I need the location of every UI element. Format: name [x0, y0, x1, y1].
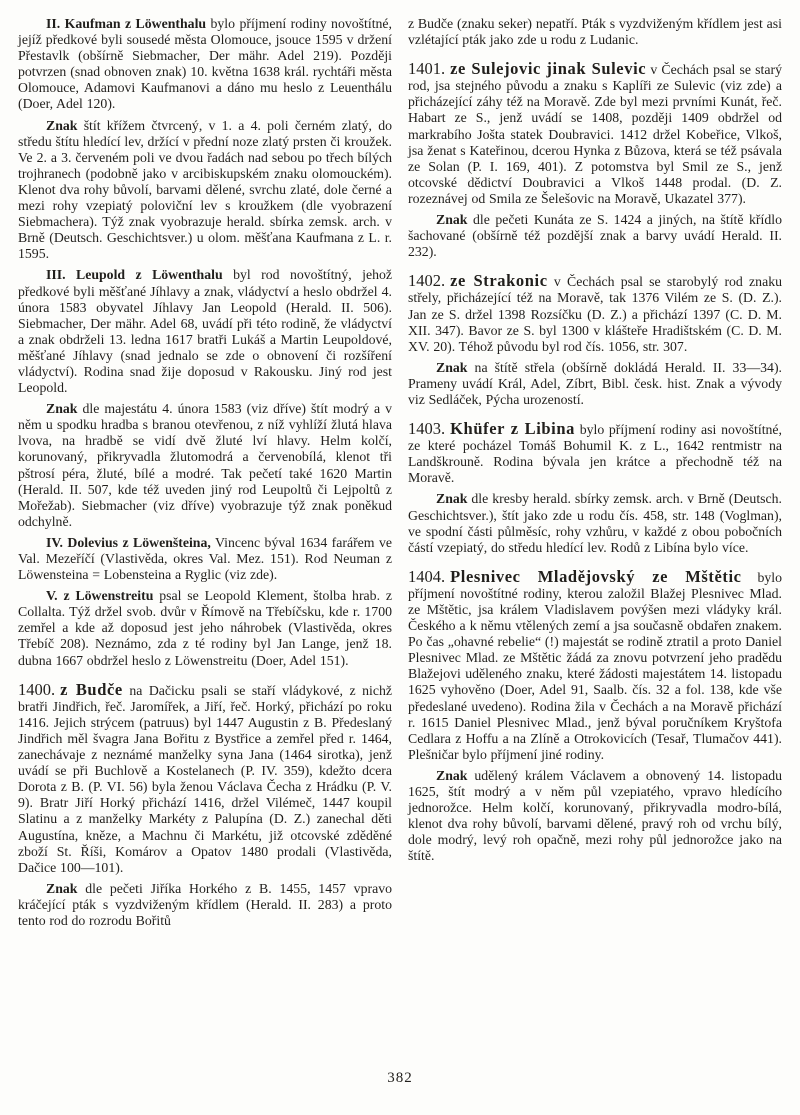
entry-name: Khüfer z Libina — [450, 419, 575, 439]
continuation-paragraph — [408, 16, 782, 48]
entry-1403-khufer — [408, 421, 782, 486]
entry-number: 1401. — [408, 59, 446, 79]
znak-paragraph-1400 — [18, 881, 392, 929]
paragraph-body: na štítě střela (obšírně dokládá Herald. II. 33—34). Prameny uvádí Král, Adel, Zíbrt, Bibl. česk. hist. Znak a vývody viz Sedláček, Pýcha urozeností. — [408, 359, 782, 407]
paragraph-body: v Čechách psal se starobylý rod znaku střely, přicházející též na Moravě, tak 1376 Vilém ze S. (D. Z.). Jan ze S. držel 1398 Rozsíčku (D. Z.) a přichází 1397 (C. D. M. XII. 347). Bavor ze S. byl 1300 v klášteře Hradištském (C. D. M. XV. 20). Téhož původu byl rod čís. 1056, str. 307. — [408, 274, 782, 354]
entry-name: Plesnivec Mladějovský ze Mštětic — [450, 566, 742, 586]
znak-paragraph-1404 — [408, 768, 782, 865]
entry-1404-plesnivec — [408, 566, 782, 763]
paragraph-body: v Čechách psal se starý rod, jsa stejného původu a znaku s Kaplíři ze Sulevic (viz zde) a přicházející záhy též na Moravě. Zde byl mezi prvními Kunát, řeč. Habart ze S., jenž uvádí se 1408, později 1409 obdržel od markrabího Jošta statek Doubravici. 1412 držel Kobeřice, Vlkoš, jsa ženat s Kateřinou, dcerou Hynka z Bůzova, která se též psávala ze Solan (P. I. 169, 401). Z potomstva byl Smil ze S., jenž otcovské dědictví Doubravici a Vlkoš 1448 prodal. (D. Z. rozeznávej od Smila ze Šelešovic na Moravě, Ukazatel 377). — [408, 62, 782, 206]
entry-number: 1400. — [18, 679, 56, 699]
paragraph-body: z Budče (znaku seker) nepatří. Pták s vyzdviženým křídlem jest asi vzlétající pták jako zde u rodu z Ludanic. — [408, 16, 782, 48]
text-column-right — [408, 16, 782, 929]
paragraph-body: psal se Leopold Klement, štolba hrab. z Collalta. Týž držel svob. dvůr v Římově na Třebíčsku, kde r. 1700 zemřel a kde až doposud jest jeho náhrobek (Vlastivěda, okres Třebíč 208). Neznámo, zda z té rodiny byl Jan Lange, jenž 18. dubna 1667 obdržel heslo z Löwenstreitu (Doer, Adel 151). — [18, 588, 392, 668]
paragraph-body: štít křížem čtvrcený, v 1. a 4. poli černém zlatý, do středu štítu hledící lev, držící v přední noze zlatý prsten či kroužek. Ve 2. a 3. červeném poli ve dvou řadách nad sebou po třech bílých trojhranech (podobně jako v arcibiskupském znaku olomouckém). Klenot dva rohy bůvolí, barvami dělené, svrchu zlaté, dole černé a mezi rohy vzepiatý poloviční lev s kroužkem (dle vyobrazení Siebmachera). Týž znak vyobrazuje herald. sbírka zemsk. arch. v Brně (Deutsch. Geschichtsver.) u olom. měšťana Kaufmana z L. r. 1595. — [18, 117, 392, 262]
text-column-left — [18, 16, 392, 929]
znak-paragraph-1401 — [408, 212, 782, 260]
paragraph-body: dle pečeti Kunáta ze S. 1424 a jiných, na štítě křídlo šachované (obšírně též pozdější znak a barvy uvádí Herald. II. 232). — [408, 212, 782, 260]
section-iv-dolevius — [18, 535, 392, 583]
paragraph-body: dle majestátu 4. února 1583 (viz dříve) štít modrý a v něm u spodku hradba s branou otevřenou, z níž vyhlíží žlutá hlava lvova, na hradbě se vidí dvě žluté lví hlavy. Helm kolčí, korunovaný, přikryvadla žlutomodrá a červenobílá, klenot tři pštrosí péra, žluté, bílé a modré. Tak pečetí také 1620 Martin (Herald. II. 507, kde též uveden jiný rod Leupoltů či Lejpoltů z Mořežab). Siebmacher (viz dříve) vyobrazuje týž znak poněkud odchylně. — [18, 401, 392, 529]
section-lead: II. Kaufman z Löwenthalu — [46, 16, 207, 31]
entry-number: 1403. — [408, 419, 446, 439]
entry-name: ze Strakonic — [450, 271, 548, 291]
section-iii-leupold — [18, 267, 392, 396]
znak-lead: Znak — [436, 359, 468, 375]
section-lead: IV. Dolevius z Löwenšteina, — [46, 534, 211, 550]
paragraph-body: bylo příjmení rodiny asi novoštítné, ze které pocházel Tomáš Bohumil K. z L., 1642 rentmistr na Landškrouně. Rodina bývala jen krátce a přechodně též na Moravě. — [408, 422, 783, 486]
paragraph-body: bylo příjmení rodiny novoštítné, jejíž předkové byli sousedé města Olomouce, jsouce 1595 v držení Přestavlk (obšírně Siebmacher, Der mähr. Adel 219). Později potvrzen (snad obnoven znak) 10. května 1638 král. rychtáři města Olomouce, Adamovi Kaufmanovi a dáno mu heslo z Leuenthálu (Doer, Adel 120). — [18, 16, 392, 112]
znak-paragraph-1402 — [408, 360, 782, 408]
section-lead: III. Leupold z Löwenthalu — [46, 267, 223, 283]
entry-1402-ze-strakonic — [408, 273, 782, 354]
section-ii-kaufman — [18, 16, 392, 113]
znak-lead: Znak — [46, 401, 78, 417]
entry-1400-z-budce — [18, 679, 392, 876]
znak-paragraph-iii — [18, 401, 392, 530]
znak-lead: Znak — [46, 880, 78, 896]
entry-name: ze Sulejovic jinak Sulevic — [450, 59, 647, 79]
znak-lead: Znak — [436, 767, 468, 783]
section-v-lowenstreit — [18, 588, 392, 668]
two-column-layout — [18, 16, 782, 929]
entry-name: z Budče — [60, 679, 123, 699]
znak-paragraph-1403 — [408, 491, 782, 555]
znak-lead: Znak — [46, 117, 78, 133]
entry-number: 1402. — [408, 271, 446, 291]
znak-lead: Znak — [436, 212, 468, 228]
paragraph-body: udělený králem Václavem a obnovený 14. listopadu 1625, štít modrý a v něm půl vzepiatého, vpravo hledícího jednorožce. Helm kolčí, korunovaný, přikryvadla modro-bílá, klenot dva rohy bůvolí, barvami dělené, pravý roh od vrchu bílý, dole modrý, levý roh opačně, mezi rohy půl jednorožce jako na štítě. — [408, 767, 782, 864]
znak-lead: Znak — [436, 491, 468, 507]
entry-number: 1404. — [408, 566, 446, 586]
entry-1401-ze-sulejovic — [408, 61, 782, 207]
section-lead: V. z Löwenstreitu — [46, 588, 154, 604]
paragraph-body: dle pečeti Jiříka Horkého z B. 1455, 1457 vpravo kráčející pták s vyzdviženým křídlem (Herald. II. 283) a proto tento rod do rozrodu Bořitů — [18, 880, 392, 928]
paragraph-body: Vincenc býval 1634 farářem ve Val. Mezeříčí (Vlastivěda, okres Val. Mez. 151). Rod Neuman z Löwensteina = Lobensteina a Ryglic (viz zde). — [18, 534, 392, 583]
page-number: 382 — [387, 1070, 413, 1086]
paragraph-body: dle kresby herald. sbírky zemsk. arch. v Brně (Deutsch. Geschichtsver.), štít jako zde u rodu čís. 458, str. 148 (Voglman), ve spodní části půlměsíc, rohy vzhůru, v každé z obou pobočních částí vzepiatý, do středu hledící lev. Rodů z Libína bylo více. — [408, 491, 782, 555]
paragraph-body: bylo příjmení novoštítné rodiny, kterou založil Blažej Plesnivec Mlad. ze Mštětic, jsa králem Vladislavem povýšen mezi vládyky král. Českého a k němu vtělených zemí a jsa současně obdařen znakem. Po čas „ohavné rebelie“ (!) majestát se rodině ztratil a proto Daniel Plesnivec Mlad. ze Mštětic žádá za znovu potvrzení jeho pradědu Blažejovi uděleného znaku, které žádosti majestátem 14. listopadu 1625 vyhověno (Doer, Adel 91, Saalb. čís. 32 a fol. 138, kde vše předeslané uvedeno). Rodina žila v Čechách a na Moravě přichází r. 1615 Daniel Plesnivec Mlad., jenž býval poručníkem Kryštofa Cedlara z Hoffu a na Zlíně a Otrokovicích (Tesař, Tlumačov 441). Plešničar bylo příjmení jiné rodiny. — [408, 569, 782, 762]
paragraph-body: na Dačicku psali se staří vládykové, z nichž bratři Jindřich, řeč. Jaromířek, a Jiří, řeč. Horký, přichází po roku 1416. Jejich strýcem (patruus) byl 1447 Augustin z B. Předeslaný Jindřich měl švagra Jana Bořitu z Bystřice a zemřel před r. 1464, zanechávaje z neznámé manželky syna Jana (1464 sirotka), jenž uvádí se při Buchlově a Kostelanech (P. IV. 359), kdežto dcera Dorota z B. (P. VI. 56) byla ženou Václava Čecha z Hrádku (P. V. 9). Bratr Jiří Horký přichází 1416, držel Vilémeč, 1447 koupil Slatinu a z manželky Markéty z Palupína (D. Z.) zanechal děti Augustína, kněze, a Machnu či Markétu, již otcovské zděděné zboží St. Říši, Komárov a Opatov 1480 prodali (Vlastivěda, Dačice 100—101). — [18, 682, 392, 875]
znak-paragraph-ii — [18, 118, 392, 263]
paragraph-body: byl rod novoštítný, jehož předkové byli měšťané Jíhlavy a znak, vládyctví a heslo obdržel 4. února 1583 obyvatel Jíhlavy Jan Leopold (Herald. II. 506). Siebmacher, Der mähr. Adel 68, uvádí při této rodině, že vládyctví a znak obdrželi 13. ledna 1617 bratři Lukáš a Martin Leupoldové, měšťané Jíhlavy (snad jednalo se zde o obnovení či rozšíření vládyctví). Rodina snad žije doposud v Rakousku. Jiný rod jest Leopold. — [18, 267, 392, 396]
